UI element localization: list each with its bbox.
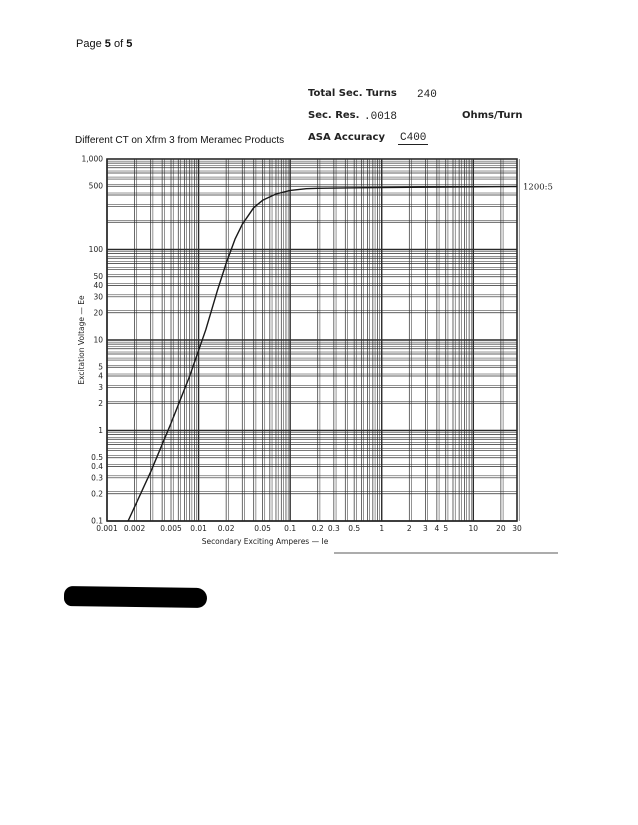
turns-label: Total Sec. Turns [308, 88, 397, 99]
resistance-label: Sec. Res. [308, 110, 360, 121]
series-label: 1200:5 [523, 182, 553, 193]
x-tick-label: 3 [423, 524, 428, 533]
y-tick-label: 100 [88, 245, 103, 254]
y-tick-label: 3 [98, 382, 103, 392]
y-tick-label: 50 [93, 272, 103, 282]
accuracy-label: ASA Accuracy [308, 132, 386, 143]
y-tick-label: 10 [93, 335, 103, 345]
y-tick-label: 1,000 [81, 154, 103, 164]
x-tick-labels [96, 524, 522, 533]
chart-grid [107, 159, 519, 521]
y-tick-label: 20 [93, 308, 103, 318]
y-tick-label: 0.3 [91, 473, 103, 483]
redaction-bar [64, 586, 207, 608]
y-tick-label: 40 [93, 281, 103, 291]
x-tick-label: 0.3 [327, 524, 340, 533]
x-tick-label: 30 [512, 524, 522, 533]
x-tick-label: 0.5 [348, 524, 361, 533]
y-axis-label: Excitation Voltage — Ee [77, 295, 86, 385]
x-tick-label: 0.001 [96, 524, 118, 533]
figure-caption: Different CT on Xfrm 3 from Meramec Products [75, 135, 285, 146]
x-tick-label: 0.002 [123, 524, 146, 533]
x-tick-label: 20 [496, 524, 506, 533]
x-tick-label: 0.05 [254, 524, 271, 533]
x-tick-label: 0.02 [217, 524, 235, 533]
y-tick-label: 2 [98, 398, 103, 408]
x-tick-label: 10 [468, 524, 479, 533]
y-tick-label: 1 [98, 426, 103, 435]
y-tick-label: 0.2 [91, 489, 103, 499]
resistance-value: .0018 [364, 111, 398, 123]
y-tick-label: 0.5 [91, 453, 103, 463]
x-tick-label: 0.005 [160, 524, 182, 533]
resistance-unit: Ohms/Turn [462, 110, 523, 121]
y-tick-label: 0.4 [91, 462, 103, 472]
page-number: Page 5 of 5 [76, 38, 133, 50]
turns-value: 240 [417, 89, 437, 101]
y-tick-label: 500 [88, 181, 103, 191]
x-tick-label: 0.2 [311, 524, 324, 533]
x-tick-label: 5 [443, 524, 449, 533]
accuracy-value: C400 [400, 132, 427, 144]
x-tick-label: 2 [406, 524, 412, 533]
x-tick-label: 0.1 [284, 524, 297, 533]
y-tick-label: 5 [98, 362, 103, 372]
x-axis-label: Secondary Exciting Amperes — Ie [201, 537, 329, 546]
y-tick-label: 4 [98, 371, 103, 381]
x-tick-label: 4 [434, 524, 440, 533]
y-tick-label: 30 [93, 292, 103, 302]
x-tick-label: 1 [379, 524, 385, 533]
x-tick-label: 0.01 [190, 524, 207, 533]
y-tick-label: 0.1 [91, 516, 103, 526]
